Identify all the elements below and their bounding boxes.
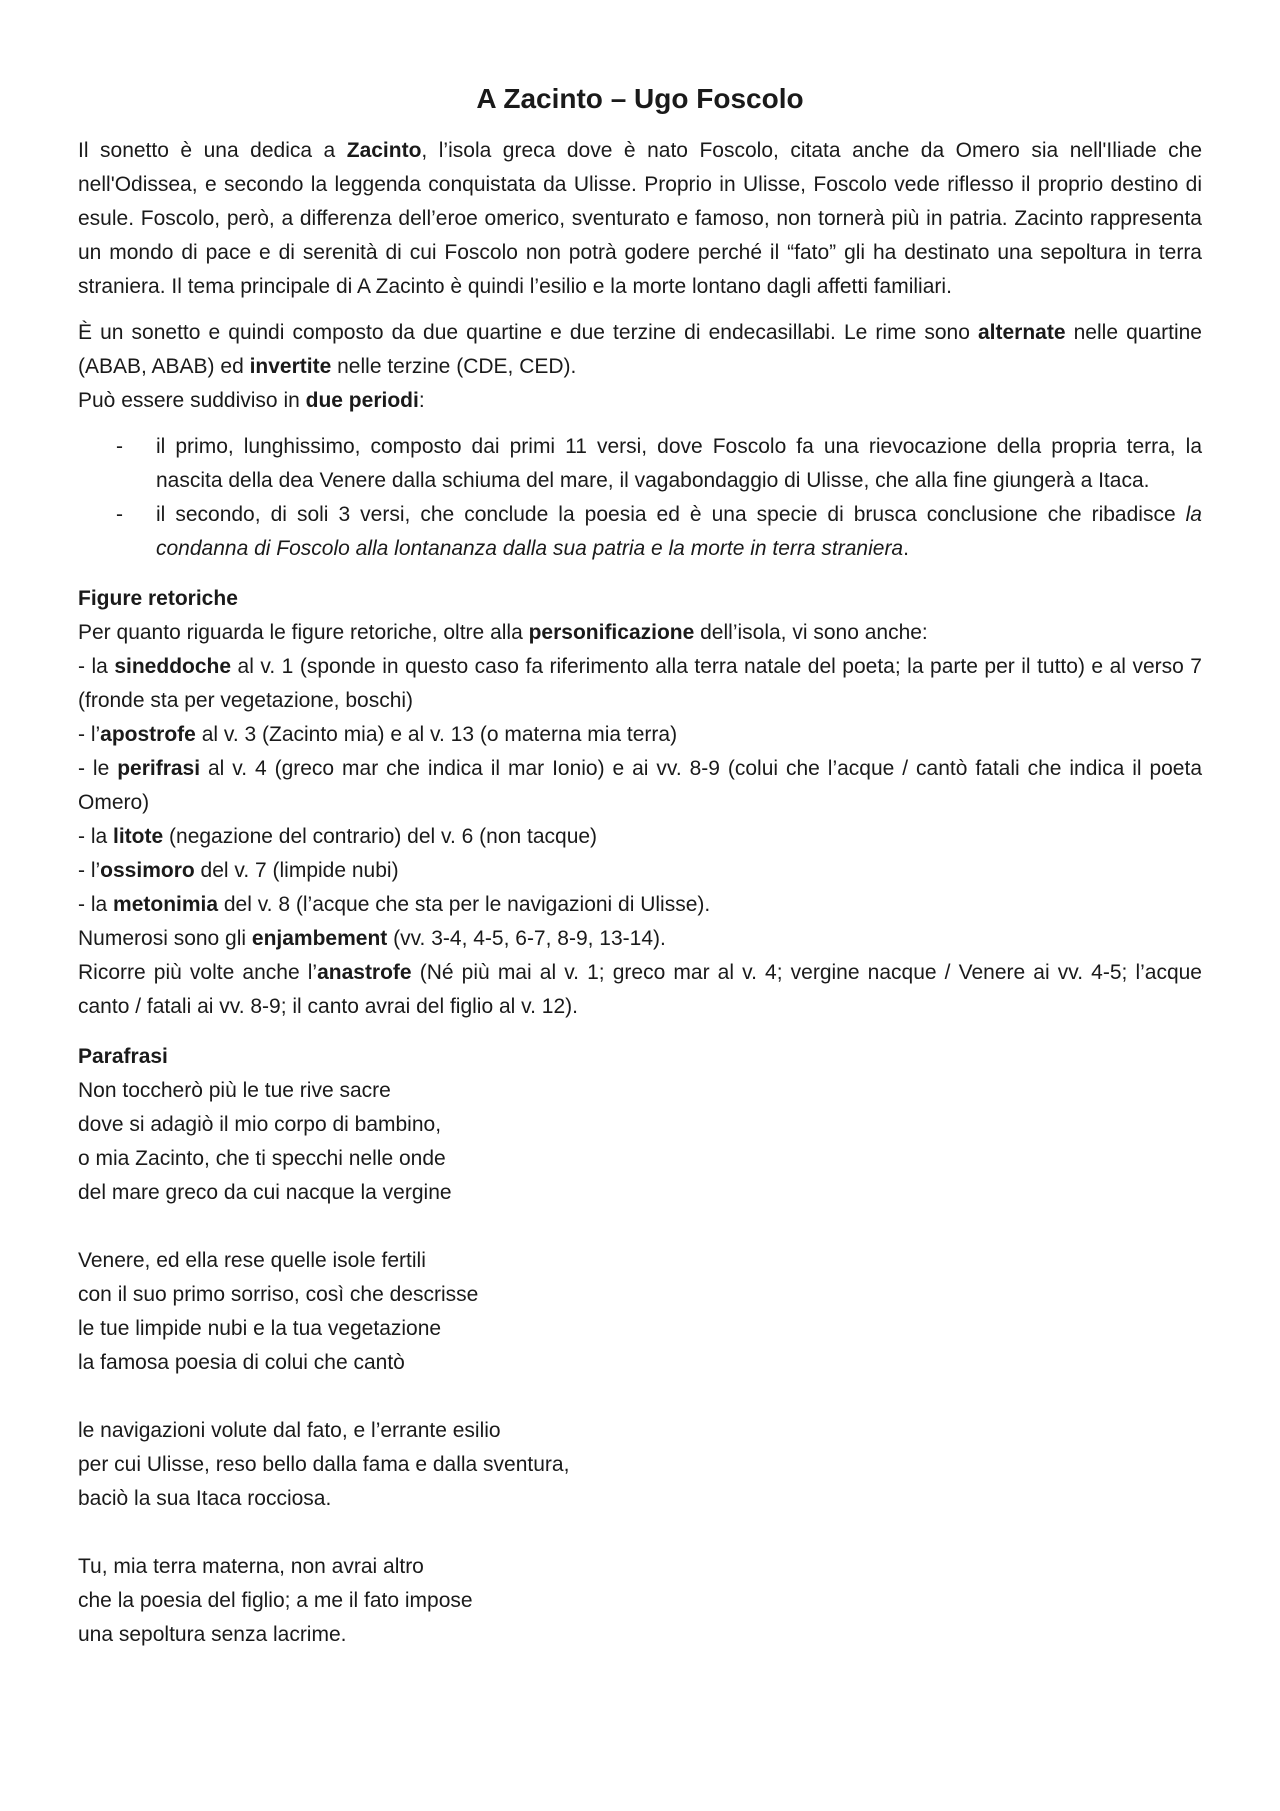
verse-line: Non toccherò più le tue rive sacre [78,1079,391,1102]
figure-item-post: (vv. 3-4, 4-5, 6-7, 8-9, 13-14). [387,927,666,950]
figure-item-pre: - le [78,757,118,780]
figure-item-post: del v. 8 (l’acque che sta per le navigazioni di Ulisse). [218,893,711,916]
figure-item [78,650,1202,718]
stanza-gap [78,1210,1202,1244]
list-item-text: il secondo, di soli 3 versi, che conclude la poesia ed è una specie di brusca conclusione che ribadisce [156,503,1186,526]
periods-intro [78,384,1202,418]
stanza-gap [78,1516,1202,1550]
list-item [78,498,1202,566]
figure-item-pre: Numerosi sono gli [78,927,252,950]
figure-item-term: enjambement [251,927,388,950]
figure-item-pre: - la [78,825,114,848]
verse-line: Venere, ed ella rese quelle isole fertili [78,1249,426,1272]
figures-intro [78,616,1202,650]
verse-line: baciò la sua Itaca rocciosa. [78,1487,332,1510]
list-item-italic: la condanna di Foscolo alla lontananza dalla sua patria e la morte in terra straniera [156,503,1202,560]
figure-item-post: al v. 1 (sponde in questo caso fa riferimento alla terra natale del poeta; la parte per il tutto) e al verso 7 (fronde sta per vegetazione, boschi) [78,655,1202,712]
figure-item-pre: - l’ [78,723,101,746]
spacer [78,1024,1202,1040]
verse-line: per cui Ulisse, reso bello dalla fama e dalla sventura, [78,1453,570,1476]
figure-item-pre: Ricorre più volte anche l’ [78,961,318,984]
figure-item [78,718,1202,752]
figure-item-post: (negazione del contrario) del v. 6 (non tacque) [163,825,598,848]
figures-intro-text-2: dell’isola, vi sono anche: [694,621,928,644]
spacer [78,304,1202,316]
figures-intro-bold: personificazione [528,621,695,644]
verse-line: le navigazioni volute dal fato, e l’errante esilio [78,1419,501,1442]
periods-intro-colon: : [418,389,425,412]
figure-item-post: del v. 7 (limpide nubi) [194,859,399,882]
verse-line: del mare greco da cui nacque la vergine [78,1181,452,1204]
paraphrase-stanza [78,1074,1202,1210]
list-dash: - [116,435,123,458]
figure-item-post: (Né più mai al v. 1; greco mar al v. 4; vergine nacque / Venere ai vv. 4-5; l’acque canto / fatali ai vv. 8-9; il canto avrai del figlio al v. 12). [78,961,1202,1018]
figures-heading: Figure retoriche [78,587,238,610]
verse-line: che la poesia del figlio; a me il fato impose [78,1589,473,1612]
figure-item-term: anastrofe [317,961,412,984]
structure-bold-invertite: invertite [249,355,332,378]
figures-intro-text-1: Per quanto riguarda le figure retoriche, oltre alla [78,621,529,644]
figure-item-term: ossimoro [100,859,195,882]
intro-bold-zacinto: Zacinto [346,139,422,162]
list-item-end: . [903,537,909,560]
structure-paragraph [78,316,1202,384]
verse-line: dove si adagiò il mio corpo di bambino, [78,1113,442,1136]
verse-line: una sepoltura senza lacrime. [78,1623,347,1646]
figure-item-post: al v. 3 (Zacinto mia) e al v. 13 (o materna mia terra) [195,723,678,746]
figure-item-term: litote [113,825,164,848]
figure-item-term: sineddoche [114,655,232,678]
intro-text-2: , l’isola greca dove è nato Foscolo, citata anche da Omero sia nell'Iliade che nell'Odissea, e secondo la leggenda conquistata da Ulisse. Proprio in Ulisse, Foscolo vede riflesso il proprio destino di esule. Foscolo, però, a differenza dell’eroe omerico, sventurato e famoso, non tornerà più in patria. Zacinto rappresenta un mondo di pace e di serenità di cui Foscolo non potrà godere perché il “fato” gli ha destinato una sepoltura in terra straniera. Il tema principale di A Zacinto è quindi l’esilio e la morte lontano dagli affetti familiari. [78,139,1202,298]
figure-item [78,888,1202,922]
paraphrase-stanza [78,1414,1202,1516]
structure-text-3: nelle terzine (CDE, CED). [331,355,577,378]
stanza-gap [78,1380,1202,1414]
structure-text-1: È un sonetto e quindi composto da due quartine e due terzine di endecasillabi. Le rime sono [78,321,978,344]
figure-item-term: apostrofe [100,723,196,746]
intro-paragraph [78,134,1202,304]
verse-line: la famosa poesia di colui che cantò [78,1351,405,1374]
figure-item [78,820,1202,854]
figure-item-term: metonimia [113,893,219,916]
periods-list [78,430,1202,566]
page-title: A Zacinto – Ugo Foscolo [476,83,804,114]
verse-line: o mia Zacinto, che ti specchi nelle onde [78,1147,446,1170]
list-item [78,430,1202,498]
paraphrase-stanza [78,1244,1202,1380]
structure-bold-alternate: alternate [977,321,1066,344]
list-item-text: il primo, lunghissimo, composto dai primi 11 versi, dove Foscolo fa una rievocazione della propria terra, la nascita della dea Venere dalla schiuma del mare, il vagabondaggio di Ulisse, che alla fine giungerà a Itaca. [156,435,1202,492]
figure-item-term: perifrasi [117,757,201,780]
figure-item [78,854,1202,888]
verse-line: le tue limpide nubi e la tua vegetazione [78,1317,442,1340]
verse-line: Tu, mia terra materna, non avrai altro [78,1555,424,1578]
paraphrase-stanza [78,1550,1202,1652]
figure-item [78,956,1202,1024]
spacer [78,566,1202,582]
periods-intro-text: Può essere suddiviso in [78,389,306,412]
figure-item-pre: - l’ [78,859,101,882]
figure-item [78,752,1202,820]
intro-text-1: Il sonetto è una dedica a [78,139,347,162]
figure-item-pre: - la [78,893,114,916]
figure-item-pre: - la [78,655,115,678]
list-dash: - [116,503,123,526]
figure-item [78,922,1202,956]
verse-line: con il suo primo sorriso, così che descrisse [78,1283,479,1306]
paraphrase-heading: Parafrasi [78,1045,168,1068]
periods-intro-bold: due periodi [305,389,419,412]
figure-item-post: al v. 4 (greco mar che indica il mar Ionio) e ai vv. 8-9 (colui che l’acque / cantò fatali che indica il poeta Omero) [78,757,1202,814]
structure-text-2: nelle quartine (ABAB, ABAB) ed [78,321,1202,378]
